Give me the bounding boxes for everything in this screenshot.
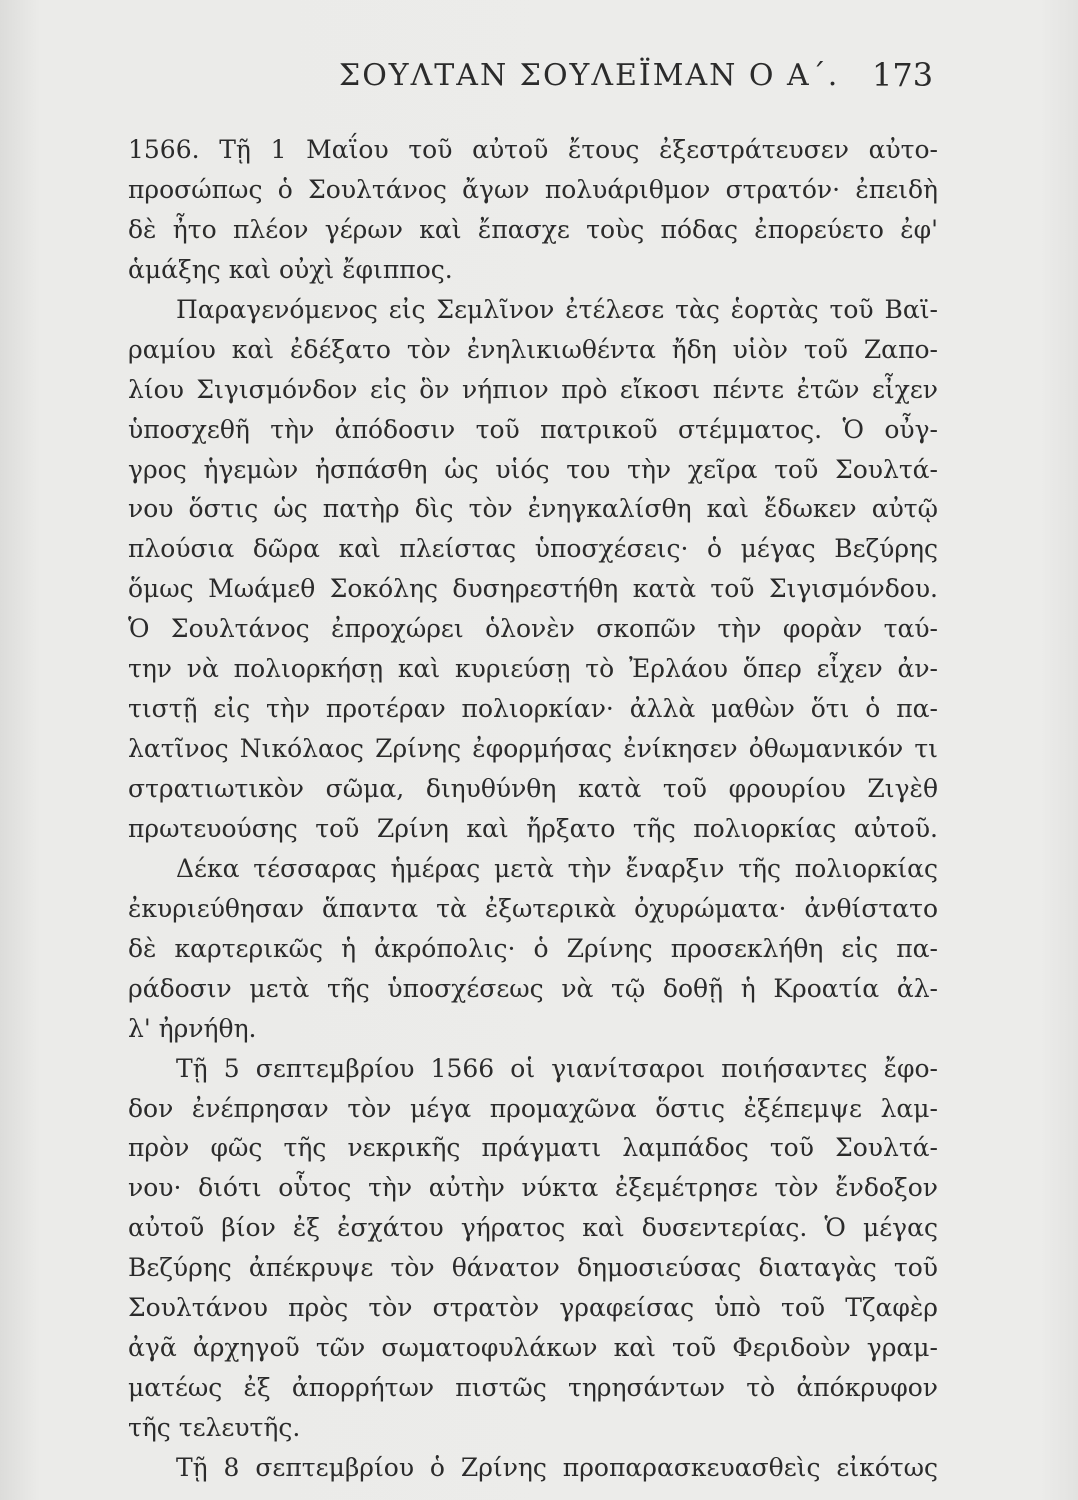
text-line: πρωτευούσης τοῦ Ζρίνη καὶ ἤρξατο τῆς πολιορκίας αὐτοῦ.: [128, 813, 938, 843]
text-line: ματέως ἐξ ἀπορρήτων πιστῶς τηρησάντων τὸ ἀπόκρυφον: [128, 1373, 938, 1403]
text-line: Ὁ Σουλτάνος ἐπροχώρει ὁλονὲν σκοπῶν τὴν φορὰν ταύ-: [128, 614, 938, 644]
text-line: τιστῇ εἰς τὴν προτέραν πολιορκίαν· ἀλλὰ μαθὼν ὅτι ὁ πα-: [128, 694, 938, 724]
text-line: Παραγενόμενος εἰς Σεμλῖνον ἐτέλεσε τὰς ἑορτὰς τοῦ Βαϊ-: [176, 294, 938, 324]
text-line: Δέκα τέσσαρας ἡμέρας μετὰ τὴν ἔναρξιν τῆς πολιορκίας: [176, 853, 938, 883]
text-line: γρος ἡγεμὼν ἠσπάσθη ὡς υἱός του τὴν χεῖρα τοῦ Σουλτά-: [128, 454, 938, 484]
text-line: Τῇ 8 σεπτεμβρίου ὁ Ζρίνης προπαρασκευασθεὶς εἰκότως: [176, 1452, 938, 1482]
text-line: ραμίου καὶ ἐδέξατο τὸν ἐνηλικιωθέντα ἤδη υἱὸν τοῦ Ζαπο-: [128, 334, 938, 364]
text-line: την νὰ πολιορκήσῃ καὶ κυριεύσῃ τὸ Ἐρλάου ὅπερ εἶχεν ἀν-: [128, 654, 938, 684]
text-line: λατῖνος Νικόλαος Ζρίνης ἐφορμήσας ἐνίκησεν ὀθωμανικόν τι: [128, 734, 938, 764]
text-line: ἀγᾶ ἀρχηγοῦ τῶν σωματοφυλάκων καὶ τοῦ Φεριδοὺν γραμ-: [128, 1333, 938, 1363]
text-line: Βεζύρης ἀπέκρυψε τὸν θάνατον δημοσιεύσας διαταγὰς τοῦ: [128, 1253, 938, 1283]
text-line: στρατιωτικὸν σῶμα, διηυθύνθη κατὰ τοῦ φρουρίου Ζιγὲθ: [128, 774, 938, 803]
text-line: Σουλτάνου πρὸς τὸν στρατὸν γραφείσας ὑπὸ τοῦ Τζαφὲρ: [128, 1293, 938, 1323]
body-text: [128, 130, 938, 1488]
text-line: πρὸν φῶς τῆς νεκρικῆς πράγματι λαμπάδος τοῦ Σουλτά-: [128, 1133, 938, 1163]
text-line: ράδοσιν μετὰ τῆς ὑποσχέσεως νὰ τῷ δοθῇ ἡ Κροατία ἀλ-: [128, 973, 938, 1003]
text-line: λίου Σιγισμόνδον εἰς ὃν νήπιον πρὸ εἴκοσι πέντε ἐτῶν εἶχεν: [128, 374, 938, 404]
text-line: ἐκυριεύθησαν ἅπαντα τὰ ἐξωτερικὰ ὀχυρώματα· ἀνθίστατο: [128, 893, 938, 923]
running-head: [0, 52, 1078, 112]
text-line: τῆς τελευτῆς.: [128, 1413, 301, 1442]
text-line: λ' ἠρνήθη.: [128, 1013, 257, 1043]
text-line: 1566. Τῇ 1 Μαΐου τοῦ αὐτοῦ ἔτους ἐξεστράτευσεν αὐτο-: [128, 135, 938, 164]
text-line: πλούσια δῶρα καὶ πλείστας ὑποσχέσεις· ὁ μέγας Βεζύρης: [128, 534, 938, 564]
text-line: νου ὅστις ὡς πατὴρ δὶς τὸν ἐνηγκαλίσθη καὶ ἔδωκεν αὐτῷ: [128, 494, 938, 524]
text-line: προσώπως ὁ Σουλτάνος ἄγων πολυάριθμον στρατόν· ἐπειδὴ: [128, 174, 938, 204]
running-title: ΣΟΥΛΤΑΝ ΣΟΥΛΕΪΜΑΝ Ο Α΄.: [339, 58, 840, 93]
text-line: δον ἐνέπρησαν τὸν μέγα προμαχῶνα ὅστις ἐξέπεμψε λαμ-: [128, 1093, 938, 1123]
page-number: 173: [872, 56, 934, 94]
text-line: ἁμάξης καὶ οὐχὶ ἔφιππος.: [128, 254, 453, 284]
text-line: Τῇ 5 σεπτεμβρίου 1566 οἱ γιανίτσαροι ποιήσαντες ἔφο-: [176, 1053, 938, 1083]
text-line: δὲ καρτερικῶς ἡ ἀκρόπολις· ὁ Ζρίνης προσεκλήθη εἰς πα-: [128, 933, 938, 963]
text-line: ὅμως Μωάμεθ Σοκόλης δυσηρεστήθη κατὰ τοῦ Σιγισμόνδου.: [128, 574, 938, 604]
text-line: ὑποσχεθῆ τὴν ἀπόδοσιν τοῦ πατρικοῦ στέμματος. Ὁ οὖγ-: [128, 414, 938, 444]
text-line: αὐτοῦ βίον ἐξ ἐσχάτου γήρατος καὶ δυσεντερίας. Ὁ μέγας: [128, 1213, 938, 1243]
text-line: νου· διότι οὗτος τὴν αὐτὴν νύκτα ἐξεμέτρησε τὸν ἔνδοξον: [128, 1173, 938, 1203]
text-line: δὲ ἦτο πλέον γέρων καὶ ἔπασχε τοὺς πόδας ἐπορεύετο ἐφ': [128, 214, 938, 244]
